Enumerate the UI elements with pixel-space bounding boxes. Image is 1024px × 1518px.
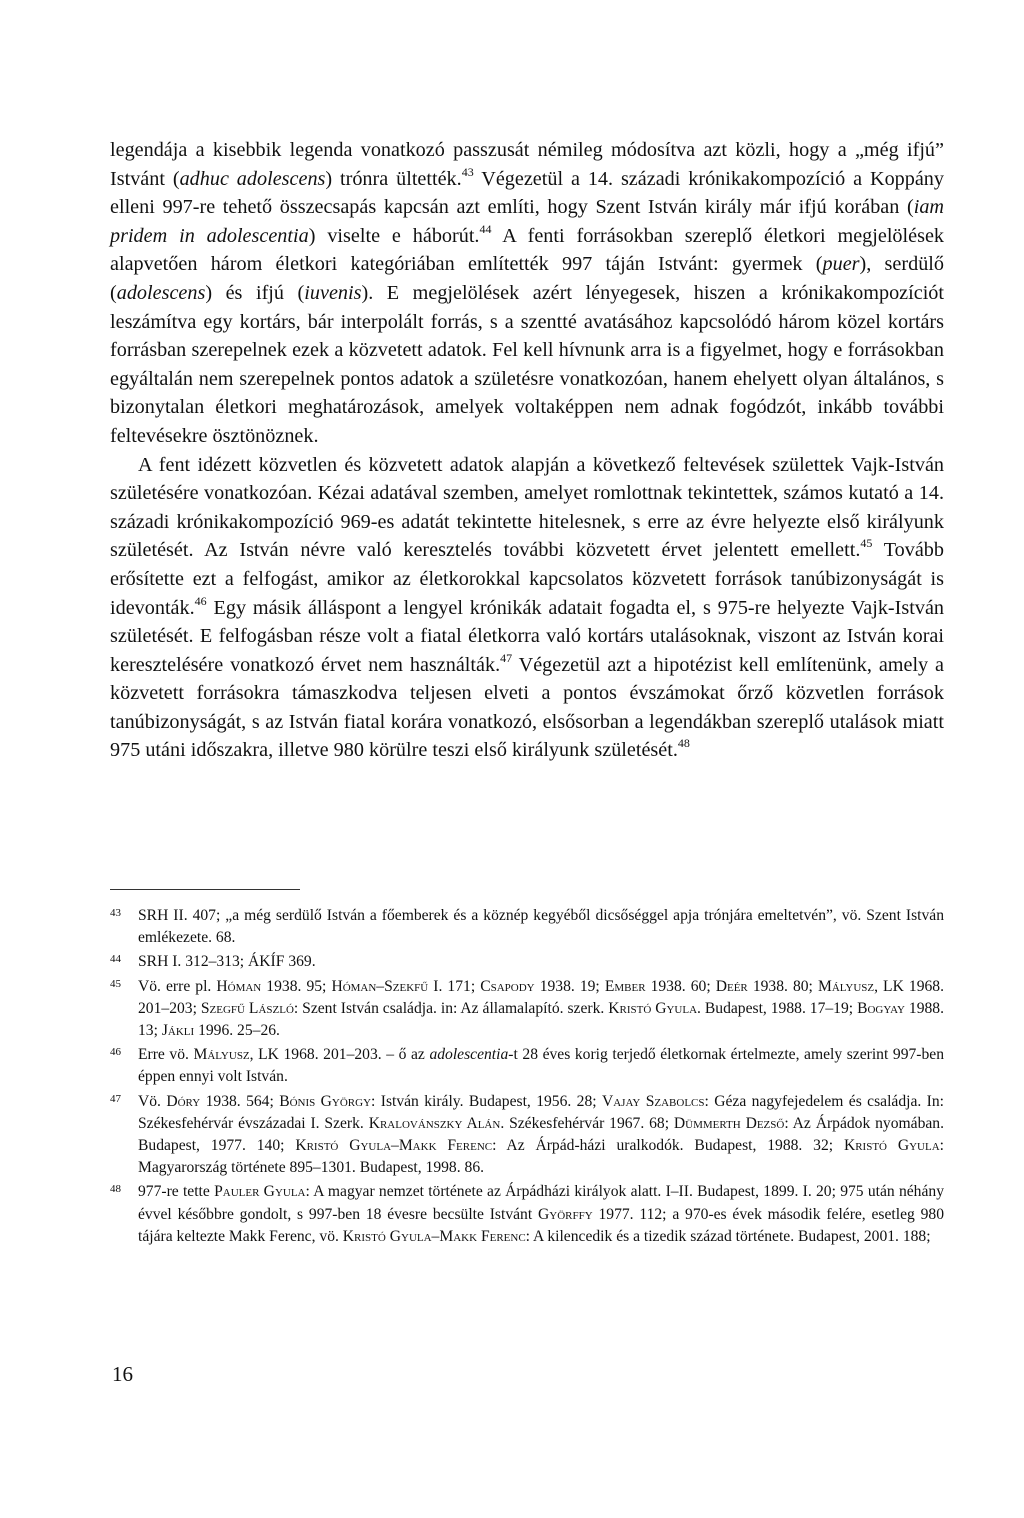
paragraph-2: A fent idézett közvetlen és közvetett adatok alapján a következő feltevések születtek Vajk-István születésére vonatkozóan. Kézai adatával szemben, amelyet romlottnak tekintettek, számos kutató a 14. századi krónikakompozíció 969-es adatát tekintette hitelesnek, s erre az évre helyezte első királyunk születését. Az István névre való keresztelés további közvetett érvet jelentett emellett.$^{45}$ Tovább erősítette ezt a felfogást, amikor az életkorokkal kapcsolatos közvetett források tanúbizonyságát is idevonták.$^{46}$ Egy másik álláspont a lengyel krónikák adatait fogadta el, s 975-re helyezte Vajk-István születését. E felfogásban része volt a fiatal életkorra való kortárs utalásoknak, viszont az István korai keresztelésére vonatkozó érvet nem használták.$^{47}$ Végezetül azt a hipotézist kell említenünk, amely a közvetett forrásokra támaszkodva teljesen elveti a pontos évszámokat őrző közvetlen források tanúbizonyságát, s az István fiatal korára vonatkozó, elsősorban a legendákban szereplő utalások miatt 975 utáni időszakra, illetve 980 körülre teszi első királyunk születését.$^{48}$ (110, 453, 944, 762)
paragraph-1: legendája a kisebbik legenda vonatkozó passzusát némileg módosítva azt közli, hogy a „még ifjú” Istvánt (adhuc adolescens) trónra ültették.$^{43}$ Végezetül a 14. századi krónikakompozíció a Koppány elleni 997-re tehető összecsapás kapcsán azt említi, hogy Szent István király már ifjú korában (iam pridem in adolescentia) viselte e háborút.$^{44}$ A fenti forrásokban szereplő életkori megjelölések alapvetően három életkori kategóriában említették 997 táján Istvánt: gyermek (puer), serdülő (adolescens) és ifjú (iuvenis). E megjelölések azért lényegesek, hiszen a krónikakompozíciót leszámítva egy kortárs, bár interpolált forrás, s a szentté avatásához kapcsolódó három közel kortárs forrásban szerepelnek ezek a közvetett adatok. Fel kell hívnunk arra is a figyelmet, hogy e forrásokban egyáltalán nem szerepelnek pontos adatok a születésre vonatkozóan, hanem ehelyett olyan általános, s bizonytalan életkori meghatározások, amelyek voltaképpen nem adnak fogódzót, inkább további feltevésekre ösztönöznek. (110, 139, 945, 447)
footnote-ref-44[interactable]: 44 (479, 221, 492, 236)
footnotes (110, 905, 944, 1250)
footnote-ref-45[interactable]: 45 (860, 536, 873, 551)
footnote-44: 44 SRH I. 312–313; ÁKÍF 369. (110, 951, 944, 973)
footnote-ref-48[interactable]: 48 (677, 736, 690, 751)
footnote-number: 48 (110, 1183, 121, 1196)
page-number: 16 (112, 1362, 133, 1386)
footnote-number: 44 (110, 953, 121, 966)
footnote-ref-47[interactable]: 47 (500, 650, 513, 665)
footnote-43: 43 SRH II. 407; „a még serdülő István a főemberek és a köznép kegyéből dicsőséggel apja trónjára emeltetvén”, vö. Szent István emlékezete. 68. (110, 905, 944, 949)
footnote-47: 47 Vö. Dóry 1938. 564; Bónis György: István király. Budapest, 1956. 28; Vajay Szabolcs: Géza nagyfejedelem és családja. In: Székesfehérvár évszázadai I. Szerk. Kralovánszky Alán. Székesfehérvár 1967. 68; Dümmerth Dezső: Az Árpádok nyomában. Budapest, 1977. 140; Kristó Gyula–Makk Ferenc: Az Árpád-házi uralkodók. Budapest, 1988. 32; Kristó Gyula: Magyarország története 895–1301. Budapest, 1998. 86. (110, 1091, 944, 1180)
footnote-number: 43 (110, 907, 121, 919)
footnote-divider (110, 889, 300, 890)
footnote-number: 45 (110, 977, 121, 990)
footnote-number: 46 (110, 1046, 121, 1059)
footnote-45: 45 Vö. erre pl. Hóman 1938. 95; Hóman–Szekfű I. 171; Csapody 1938. 19; Ember 1938. 60; Deér 1938. 80; Mályusz, LK 1968. 201–203; Szegfű László: Szent István családja. in: Az államalapító. szerk. Kristó Gyula. Budapest, 1988. 17–19; Bogyay 1988. 13; Jákli 1996. 25–26. (110, 976, 944, 1043)
footnote-ref-46[interactable]: 46 (194, 593, 207, 608)
footnote-46: 46 Erre vö. Mályusz, LK 1968. 201–203. – ő az adolescentia-t 28 éves korig terjedő életkornak értelmezte, amely szerint 997-ben éppen ennyi volt István. (110, 1044, 944, 1088)
main-text (110, 136, 944, 765)
footnote-ref-43[interactable]: 43 (461, 164, 474, 179)
footnote-number: 47 (110, 1092, 121, 1105)
footnote-48: 48 977-re tette Pauler Gyula: A magyar nemzet története az Árpádházi királyok alatt. I–II. Budapest, 1899. I. 20; 975 után néhány évvel későbbre gondolt, s 997-ben 18 évesre becsülte Istvánt Györffy 1977. 112; a 970-es évek második felére, esetleg 980 tájára keltezte Makk Ferenc, vö. Kristó Gyula–Makk Ferenc: A kilencedik és a tizedik század története. Budapest, 2001. 188; (110, 1181, 944, 1248)
